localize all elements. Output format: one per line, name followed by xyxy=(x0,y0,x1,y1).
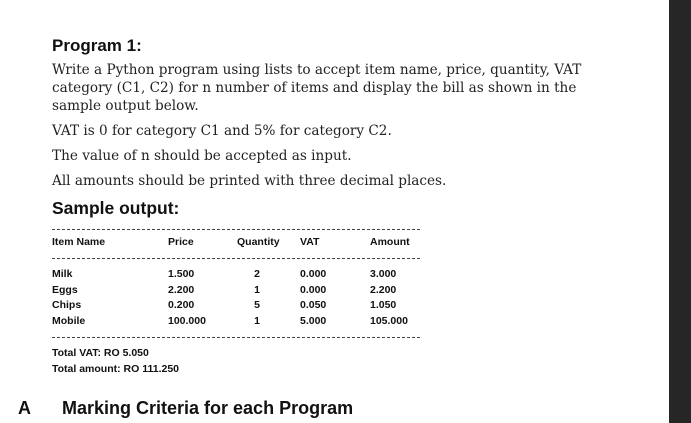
cell-item-name: Chips xyxy=(52,299,82,311)
total-vat: Total VAT: RO 5.050 xyxy=(52,347,149,359)
cell-vat: 5.000 xyxy=(300,315,327,327)
cell-quantity: 1 xyxy=(254,284,260,296)
divider xyxy=(52,258,420,259)
cell-item-name: Eggs xyxy=(52,284,78,296)
header-vat: VAT xyxy=(300,236,320,248)
cell-price: 2.200 xyxy=(168,284,195,296)
cell-quantity: 1 xyxy=(254,315,260,327)
cell-price: 100.000 xyxy=(168,315,206,327)
description-line-2: category (C1, C2) for n number of items and display the bill as shown in the xyxy=(52,80,577,96)
program-title: Program 1: xyxy=(52,36,142,55)
description-line-3: sample output below. xyxy=(52,98,199,114)
divider xyxy=(52,337,420,338)
cell-vat: 0.000 xyxy=(300,268,327,280)
cell-vat: 0.000 xyxy=(300,284,327,296)
section-title: Marking Criteria for each Program xyxy=(62,398,354,418)
header-amount: Amount xyxy=(370,236,410,248)
total-amount: Total amount: RO 111.250 xyxy=(52,363,180,375)
cell-price: 1.500 xyxy=(168,268,195,280)
side-panel xyxy=(669,0,691,423)
sample-output-heading: Sample output: xyxy=(52,198,180,218)
cell-amount: 2.200 xyxy=(370,284,397,296)
header-item-name: Item Name xyxy=(52,236,106,248)
cell-amount: 3.000 xyxy=(370,268,397,280)
cell-item-name: Mobile xyxy=(52,315,86,327)
decimal-rule: All amounts should be printed with three decimal places. xyxy=(52,173,447,189)
divider xyxy=(52,229,420,230)
cell-quantity: 2 xyxy=(254,268,260,280)
cell-amount: 1.050 xyxy=(370,299,397,311)
section-letter: A xyxy=(18,398,31,418)
input-rule: The value of n should be accepted as input. xyxy=(52,148,352,164)
cell-price: 0.200 xyxy=(168,299,195,311)
cell-amount: 105.000 xyxy=(370,315,408,327)
vat-rule: VAT is 0 for category C1 and 5% for category C2. xyxy=(52,123,392,139)
cell-item-name: Milk xyxy=(52,268,73,280)
header-price: Price xyxy=(168,236,194,248)
header-quantity: Quantity xyxy=(237,236,280,248)
cell-quantity: 5 xyxy=(254,299,260,311)
description-line-1: Write a Python program using lists to accept item name, price, quantity, VAT xyxy=(52,62,582,78)
cell-vat: 0.050 xyxy=(300,299,327,311)
